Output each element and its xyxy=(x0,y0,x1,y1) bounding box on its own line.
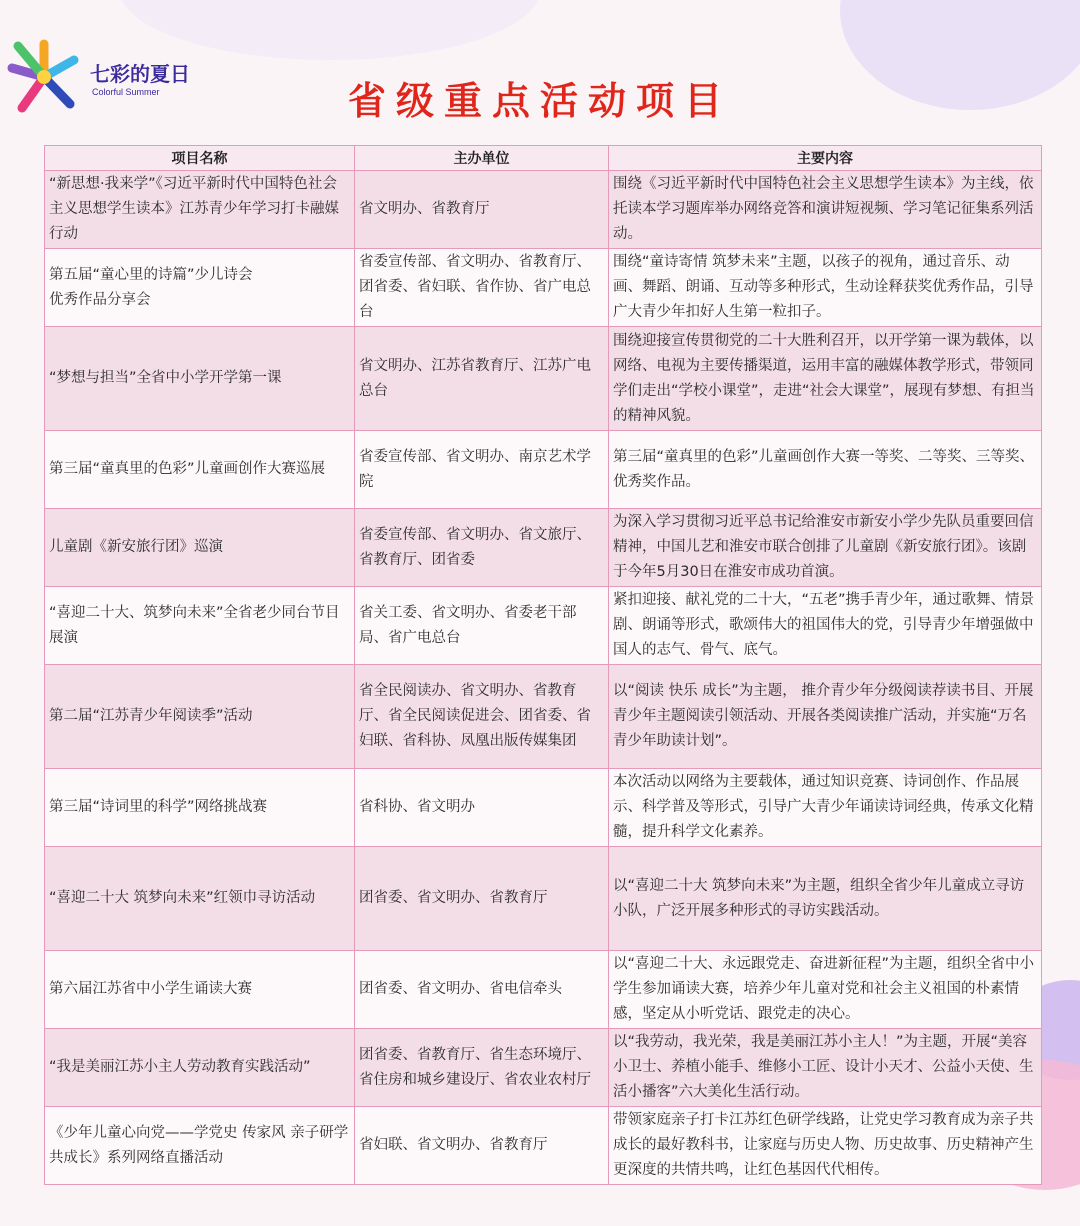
cell-name: 儿童剧《新安旅行团》巡演 xyxy=(45,509,355,587)
cell-content: 围绕“童诗寄情 筑梦未来”主题，以孩子的视角，通过音乐、动画、舞蹈、朗诵、互动等多种形式，生动诠释获奖优秀作品，引导广大青少年扣好人生第一粒扣子。 xyxy=(609,249,1042,327)
cell-name: 《少年儿童心向党——学党史 传家风 亲子研学共成长》系列网络直播活动 xyxy=(45,1107,355,1185)
cell-content: 以“阅读 快乐 成长”为主题， 推介青少年分级阅读荐读书目、开展青少年主题阅读引领活动、开展各类阅读推广活动，并实施“万名青少年助读计划”。 xyxy=(609,665,1042,769)
activities-table xyxy=(44,145,1041,1185)
cell-content: 围绕迎接宣传贯彻党的二十大胜利召开，以开学第一课为载体，以网络、电视为主要传播渠道，运用丰富的融媒体教学形式，带领同学们走出“学校小课堂”，走进“社会大课堂”，展现有梦想、有担当的精神风貌。 xyxy=(609,327,1042,431)
table-row xyxy=(45,171,1042,249)
table-row xyxy=(45,327,1042,431)
cell-host: 省委宣传部、省文明办、省教育厅、团省委、省妇联、省作协、省广电总台 xyxy=(355,249,609,327)
table-row xyxy=(45,1029,1042,1107)
table-row xyxy=(45,1107,1042,1185)
cell-content: 以“喜迎二十大 筑梦向未来”为主题，组织全省少年儿童成立寻访小队，广泛开展多种形式的寻访实践活动。 xyxy=(609,847,1042,951)
cell-content: 以“喜迎二十大、永远跟党走、奋进新征程”为主题，组织全省中小学生参加诵读大赛，培养少年儿童对党和社会主义祖国的朴素情感，坚定从小听党话、跟党走的决心。 xyxy=(609,951,1042,1029)
cell-host: 省科协、省文明办 xyxy=(355,769,609,847)
cell-content: 紧扣迎接、献礼党的二十大，“五老”携手青少年，通过歌舞、情景剧、朗诵等形式，歌颂伟大的祖国伟大的党，引导青少年增强做中国人的志气、骨气、底气。 xyxy=(609,587,1042,665)
cell-content: 围绕《习近平新时代中国特色社会主义思想学生读本》为主线，依托读本学习题库举办网络竞答和演讲短视频、学习笔记征集系列活动。 xyxy=(609,171,1042,249)
cell-content: 第三届“童真里的色彩”儿童画创作大赛一等奖、二等奖、三等奖、优秀奖作品。 xyxy=(609,431,1042,509)
table-row xyxy=(45,509,1042,587)
table-row xyxy=(45,587,1042,665)
header-host: 主办单位 xyxy=(355,146,609,171)
header-content: 主要内容 xyxy=(609,146,1042,171)
cell-name: “新思想·我来学”《习近平新时代中国特色社会主义思想学生读本》江苏青少年学习打卡融媒行动 xyxy=(45,171,355,249)
cell-name: 第六届江苏省中小学生诵读大赛 xyxy=(45,951,355,1029)
cell-content: 带领家庭亲子打卡江苏红色研学线路，让党史学习教育成为亲子共成长的最好教科书，让家庭与历史人物、历史故事、历史精神产生更深度的共情共鸣，让红色基因代代相传。 xyxy=(609,1107,1042,1185)
cell-host: 省关工委、省文明办、省委老干部局、省广电总台 xyxy=(355,587,609,665)
table-row xyxy=(45,847,1042,951)
table-row xyxy=(45,249,1042,327)
table-row xyxy=(45,431,1042,509)
logo-subtitle: Colorful Summer xyxy=(92,87,160,97)
table-row xyxy=(45,665,1042,769)
cell-name: “我是美丽江苏小主人劳动教育实践活动” xyxy=(45,1029,355,1107)
cell-host: 省全民阅读办、省文明办、省教育厅、省全民阅读促进会、团省委、省妇联、省科协、凤凰出版传媒集团 xyxy=(355,665,609,769)
cell-name: 第三届“童真里的色彩”儿童画创作大赛巡展 xyxy=(45,431,355,509)
cell-name: “喜迎二十大 筑梦向未来”红领巾寻访活动 xyxy=(45,847,355,951)
cell-name: 第二届“江苏青少年阅读季”活动 xyxy=(45,665,355,769)
cell-host: 省文明办、省教育厅 xyxy=(355,171,609,249)
logo-title: 七彩的夏日 xyxy=(90,62,190,86)
page-title: 省级重点活动项目 xyxy=(347,78,732,123)
cell-name: “喜迎二十大、筑梦向未来”全省老少同台节目展演 xyxy=(45,587,355,665)
cell-content: 为深入学习贯彻习近平总书记给淮安市新安小学少先队员重要回信精神，中国儿艺和淮安市联合创排了儿童剧《新安旅行团》。该剧于今年5月30日在淮安市成功首演。 xyxy=(609,509,1042,587)
cell-content: 本次活动以网络为主要载体，通过知识竞赛、诗词创作、作品展示、科学普及等形式，引导广大青少年诵读诗词经典，传承文化精髓，提升科学文化素养。 xyxy=(609,769,1042,847)
cell-content: 以“我劳动，我光荣，我是美丽江苏小主人！”为主题，开展“美容小卫士、养植小能手、维修小工匠、设计小天才、公益小天使、生活小播客”六大美化生活行动。 xyxy=(609,1029,1042,1107)
cell-name: “梦想与担当”全省中小学开学第一课 xyxy=(45,327,355,431)
cell-name: 第五届“童心里的诗篇”少儿诗会 优秀作品分享会 xyxy=(45,249,355,327)
cell-name: 第三届“诗词里的科学”网络挑战赛 xyxy=(45,769,355,847)
table-row xyxy=(45,951,1042,1029)
table-header-row xyxy=(45,146,1042,171)
cell-host: 省文明办、江苏省教育厅、江苏广电总台 xyxy=(355,327,609,431)
cell-host: 团省委、省教育厅、省生态环境厅、省住房和城乡建设厅、省农业农村厅 xyxy=(355,1029,609,1107)
cell-host: 省委宣传部、省文明办、省文旅厅、省教育厅、团省委 xyxy=(355,509,609,587)
table-row xyxy=(45,769,1042,847)
cell-host: 团省委、省文明办、省电信牵头 xyxy=(355,951,609,1029)
header-project-name: 项目名称 xyxy=(45,146,355,171)
cell-host: 省委宣传部、省文明办、南京艺术学院 xyxy=(355,431,609,509)
cell-host: 省妇联、省文明办、省教育厅 xyxy=(355,1107,609,1185)
cell-host: 团省委、省文明办、省教育厅 xyxy=(355,847,609,951)
